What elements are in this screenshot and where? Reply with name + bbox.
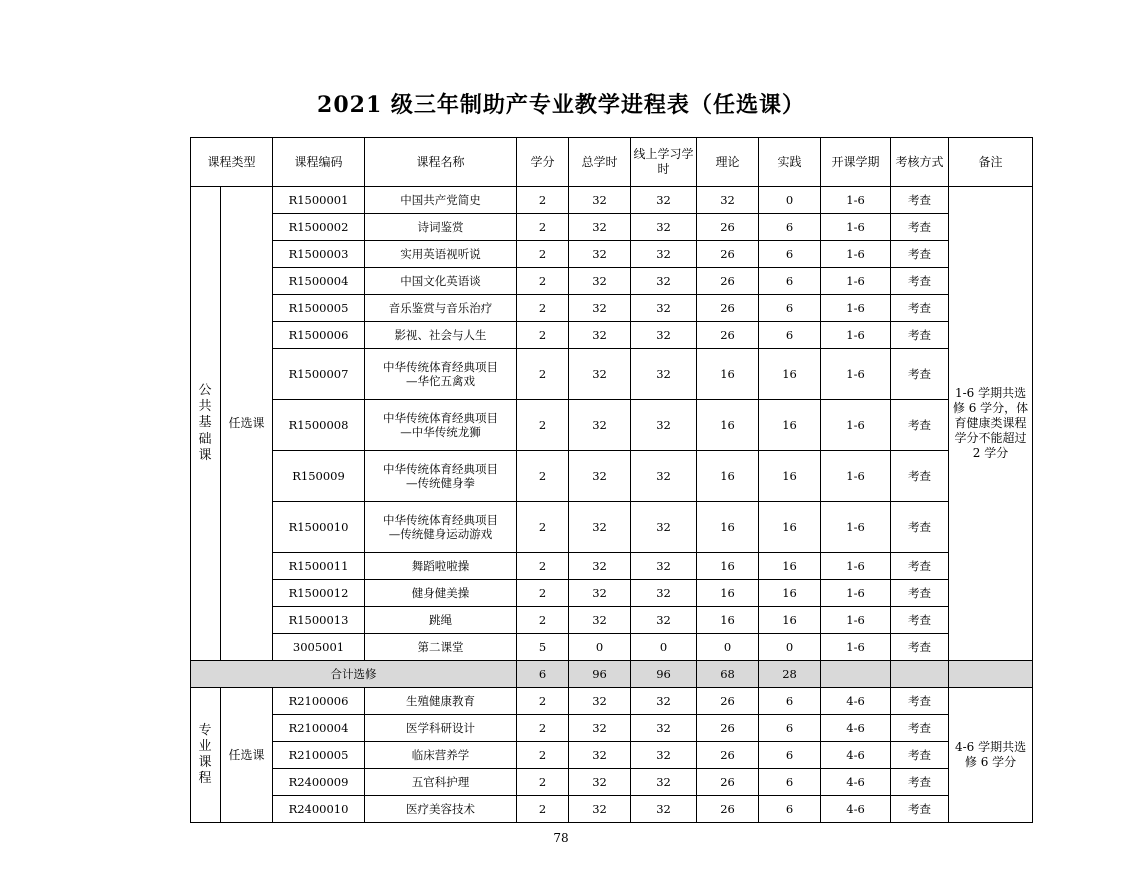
course-exam: 考查 (891, 769, 949, 796)
group-remark-major: 4-6 学期共选修 6 学分 (949, 688, 1033, 823)
course-code: R1500008 (273, 400, 365, 451)
table-body (191, 187, 1033, 823)
course-code: R1500013 (273, 607, 365, 634)
course-total-hours: 32 (569, 241, 631, 268)
course-total-hours: 32 (569, 607, 631, 634)
course-theory: 16 (697, 349, 759, 400)
course-code: R1500002 (273, 214, 365, 241)
course-practice: 6 (759, 214, 821, 241)
course-term: 1-6 (821, 268, 891, 295)
page-number: 78 (553, 831, 569, 845)
course-code: R1500003 (273, 241, 365, 268)
course-theory: 26 (697, 715, 759, 742)
table-row (191, 268, 1033, 295)
course-term: 1-6 (821, 634, 891, 661)
course-theory: 26 (697, 796, 759, 823)
header-exam-method: 考核方式 (891, 138, 949, 187)
course-exam: 考查 (891, 451, 949, 502)
course-total-hours: 32 (569, 553, 631, 580)
course-code: R1500010 (273, 502, 365, 553)
course-exam: 考查 (891, 502, 949, 553)
course-exam: 考查 (891, 295, 949, 322)
course-theory: 26 (697, 742, 759, 769)
course-practice: 16 (759, 580, 821, 607)
course-online-hours: 32 (631, 796, 697, 823)
course-online-hours: 32 (631, 580, 697, 607)
course-exam: 考查 (891, 187, 949, 214)
table-header (191, 138, 1033, 187)
course-total-hours: 32 (569, 322, 631, 349)
course-theory: 0 (697, 634, 759, 661)
course-code: R1500007 (273, 349, 365, 400)
header-row (191, 138, 1033, 187)
course-term: 1-6 (821, 451, 891, 502)
group-subcategory-public: 任选课 (221, 187, 273, 661)
course-online-hours: 32 (631, 688, 697, 715)
course-term: 4-6 (821, 769, 891, 796)
course-total-hours: 32 (569, 742, 631, 769)
table-row (191, 634, 1033, 661)
subtotal-online-hours: 96 (631, 661, 697, 688)
course-name: 音乐鉴赏与音乐治疗 (365, 295, 517, 322)
course-online-hours: 32 (631, 769, 697, 796)
course-term: 4-6 (821, 715, 891, 742)
course-code: 3005001 (273, 634, 365, 661)
course-code: R150009 (273, 451, 365, 502)
table-row (191, 580, 1033, 607)
course-credit: 2 (517, 715, 569, 742)
course-credit: 2 (517, 742, 569, 769)
course-exam: 考查 (891, 322, 949, 349)
course-name: 中国共产党简史 (365, 187, 517, 214)
course-name: 第二课堂 (365, 634, 517, 661)
course-term: 1-6 (821, 607, 891, 634)
course-theory: 26 (697, 268, 759, 295)
course-theory: 16 (697, 502, 759, 553)
course-credit: 2 (517, 214, 569, 241)
course-credit: 2 (517, 187, 569, 214)
course-code: R1500005 (273, 295, 365, 322)
table-row (191, 349, 1033, 400)
course-exam: 考查 (891, 400, 949, 451)
course-total-hours: 32 (569, 796, 631, 823)
header-course-code: 课程编码 (273, 138, 365, 187)
course-exam: 考查 (891, 742, 949, 769)
course-credit: 2 (517, 268, 569, 295)
subtotal-remark (949, 661, 1033, 688)
course-practice: 6 (759, 715, 821, 742)
course-name: 舞蹈啦啦操 (365, 553, 517, 580)
course-total-hours: 0 (569, 634, 631, 661)
course-name: 诗词鉴赏 (365, 214, 517, 241)
subtotal-exam (891, 661, 949, 688)
group-subcategory-major: 任选课 (221, 688, 273, 823)
course-name (365, 349, 517, 400)
table-row (191, 769, 1033, 796)
course-exam: 考查 (891, 796, 949, 823)
course-total-hours: 32 (569, 268, 631, 295)
course-term: 1-6 (821, 502, 891, 553)
group-remark-public: 1-6 学期共选修 6 学分，体育健康类课程学分不能超过 2 学分 (949, 187, 1033, 661)
course-online-hours: 32 (631, 607, 697, 634)
course-total-hours: 32 (569, 502, 631, 553)
course-exam: 考查 (891, 241, 949, 268)
course-name-line1: 中华传统体育经典项目 (383, 410, 499, 425)
table-row (191, 187, 1033, 214)
course-term: 1-6 (821, 580, 891, 607)
course-term: 1-6 (821, 322, 891, 349)
course-exam: 考查 (891, 634, 949, 661)
course-name-line1: 中华传统体育经典项目 (383, 512, 499, 527)
course-term: 1-6 (821, 241, 891, 268)
course-exam: 考查 (891, 268, 949, 295)
course-code: R2100006 (273, 688, 365, 715)
header-credit: 学分 (517, 138, 569, 187)
course-credit: 2 (517, 796, 569, 823)
course-code: R2400010 (273, 796, 365, 823)
subtotal-total-hours: 96 (569, 661, 631, 688)
course-practice: 6 (759, 241, 821, 268)
course-term: 4-6 (821, 688, 891, 715)
course-theory: 26 (697, 322, 759, 349)
course-theory: 32 (697, 187, 759, 214)
course-theory: 26 (697, 295, 759, 322)
course-term: 1-6 (821, 349, 891, 400)
subtotal-theory: 68 (697, 661, 759, 688)
course-practice: 0 (759, 634, 821, 661)
course-theory: 16 (697, 553, 759, 580)
course-total-hours: 32 (569, 769, 631, 796)
course-practice: 6 (759, 322, 821, 349)
course-name: 跳绳 (365, 607, 517, 634)
course-exam: 考查 (891, 607, 949, 634)
course-practice: 16 (759, 349, 821, 400)
course-code: R2100004 (273, 715, 365, 742)
course-theory: 16 (697, 400, 759, 451)
course-name (365, 400, 517, 451)
course-practice: 16 (759, 607, 821, 634)
course-name (365, 451, 517, 502)
course-name: 临床营养学 (365, 742, 517, 769)
course-theory: 26 (697, 688, 759, 715)
course-online-hours: 32 (631, 400, 697, 451)
course-code: R1500004 (273, 268, 365, 295)
subtotal-row-public (191, 661, 1033, 688)
subtotal-label: 合计选修 (191, 661, 517, 688)
course-name-line1: 中华传统体育经典项目 (383, 359, 499, 374)
document-page (0, 88, 1122, 881)
table-row (191, 502, 1033, 553)
course-online-hours: 32 (631, 715, 697, 742)
table-row (191, 796, 1033, 823)
header-remark: 备注 (949, 138, 1033, 187)
course-online-hours: 32 (631, 322, 697, 349)
course-credit: 2 (517, 580, 569, 607)
course-theory: 26 (697, 241, 759, 268)
course-credit: 2 (517, 769, 569, 796)
course-exam: 考查 (891, 214, 949, 241)
course-code: R2100005 (273, 742, 365, 769)
table-row (191, 742, 1033, 769)
course-name: 医疗美容技术 (365, 796, 517, 823)
course-theory: 26 (697, 769, 759, 796)
course-name-line2: —传统健身运动游戏 (388, 527, 493, 541)
table-row (191, 451, 1033, 502)
course-name: 五官科护理 (365, 769, 517, 796)
course-name-line2: —传统健身拳 (406, 476, 476, 490)
course-name: 生殖健康教育 (365, 688, 517, 715)
table-row (191, 715, 1033, 742)
subtotal-credit: 6 (517, 661, 569, 688)
course-term: 1-6 (821, 400, 891, 451)
table-row (191, 322, 1033, 349)
course-exam: 考查 (891, 349, 949, 400)
course-credit: 2 (517, 451, 569, 502)
course-code: R1500006 (273, 322, 365, 349)
header-total-hours: 总学时 (569, 138, 631, 187)
course-credit: 2 (517, 607, 569, 634)
course-online-hours: 32 (631, 553, 697, 580)
course-name: 影视、社会与人生 (365, 322, 517, 349)
page-title: 2021 级三年制助产专业教学进程表（任选课） (317, 92, 805, 118)
course-practice: 6 (759, 742, 821, 769)
header-practice: 实践 (759, 138, 821, 187)
course-practice: 16 (759, 451, 821, 502)
table-row (191, 607, 1033, 634)
course-online-hours: 32 (631, 214, 697, 241)
course-term: 4-6 (821, 796, 891, 823)
course-practice: 16 (759, 400, 821, 451)
course-credit: 2 (517, 688, 569, 715)
course-total-hours: 32 (569, 187, 631, 214)
course-practice: 16 (759, 553, 821, 580)
course-online-hours: 32 (631, 742, 697, 769)
course-total-hours: 32 (569, 580, 631, 607)
course-credit: 2 (517, 553, 569, 580)
course-term: 1-6 (821, 295, 891, 322)
subtotal-practice: 28 (759, 661, 821, 688)
course-term: 1-6 (821, 187, 891, 214)
header-theory: 理论 (697, 138, 759, 187)
course-name: 健身健美操 (365, 580, 517, 607)
table-row (191, 400, 1033, 451)
course-name-line1: 中华传统体育经典项目 (383, 461, 499, 476)
course-term: 4-6 (821, 742, 891, 769)
table-row (191, 214, 1033, 241)
course-credit: 2 (517, 349, 569, 400)
course-practice: 0 (759, 187, 821, 214)
course-practice: 6 (759, 769, 821, 796)
table-row (191, 688, 1033, 715)
course-name-line2: —中华传统龙狮 (400, 425, 481, 439)
course-online-hours: 32 (631, 349, 697, 400)
header-course-name: 课程名称 (365, 138, 517, 187)
course-term: 1-6 (821, 214, 891, 241)
course-name: 医学科研设计 (365, 715, 517, 742)
course-exam: 考查 (891, 580, 949, 607)
schedule-table-container (190, 137, 1029, 845)
course-code: R1500011 (273, 553, 365, 580)
course-total-hours: 32 (569, 451, 631, 502)
course-practice: 6 (759, 796, 821, 823)
course-credit: 2 (517, 502, 569, 553)
course-practice: 16 (759, 502, 821, 553)
table-row (191, 295, 1033, 322)
course-schedule-table (190, 137, 1033, 823)
course-online-hours: 32 (631, 268, 697, 295)
group-category-major: 专业课程 (191, 688, 221, 823)
course-name: 实用英语视听说 (365, 241, 517, 268)
course-online-hours: 32 (631, 295, 697, 322)
course-term: 1-6 (821, 553, 891, 580)
course-practice: 6 (759, 268, 821, 295)
course-theory: 16 (697, 580, 759, 607)
course-online-hours: 32 (631, 241, 697, 268)
table-row (191, 553, 1033, 580)
course-total-hours: 32 (569, 715, 631, 742)
course-credit: 2 (517, 295, 569, 322)
course-credit: 2 (517, 322, 569, 349)
course-total-hours: 32 (569, 214, 631, 241)
course-online-hours: 0 (631, 634, 697, 661)
course-theory: 26 (697, 214, 759, 241)
course-name (365, 502, 517, 553)
course-total-hours: 32 (569, 349, 631, 400)
course-name: 中国文化英语谈 (365, 268, 517, 295)
course-code: R1500001 (273, 187, 365, 214)
group-category-public: 公共基础课 (191, 187, 221, 661)
course-practice: 6 (759, 295, 821, 322)
course-theory: 16 (697, 607, 759, 634)
header-online-hours: 线上学习学时 (631, 138, 697, 187)
subtotal-term (821, 661, 891, 688)
table-row (191, 241, 1033, 268)
course-online-hours: 32 (631, 187, 697, 214)
course-name-line2: —华佗五禽戏 (406, 374, 476, 388)
course-credit: 5 (517, 634, 569, 661)
course-credit: 2 (517, 241, 569, 268)
course-online-hours: 32 (631, 451, 697, 502)
course-code: R1500012 (273, 580, 365, 607)
course-theory: 16 (697, 451, 759, 502)
course-online-hours: 32 (631, 502, 697, 553)
course-total-hours: 32 (569, 688, 631, 715)
course-credit: 2 (517, 400, 569, 451)
course-exam: 考查 (891, 688, 949, 715)
course-exam: 考查 (891, 553, 949, 580)
course-exam: 考查 (891, 715, 949, 742)
course-practice: 6 (759, 688, 821, 715)
course-total-hours: 32 (569, 295, 631, 322)
course-total-hours: 32 (569, 400, 631, 451)
header-course-type: 课程类型 (191, 138, 273, 187)
course-code: R2400009 (273, 769, 365, 796)
header-term: 开课学期 (821, 138, 891, 187)
